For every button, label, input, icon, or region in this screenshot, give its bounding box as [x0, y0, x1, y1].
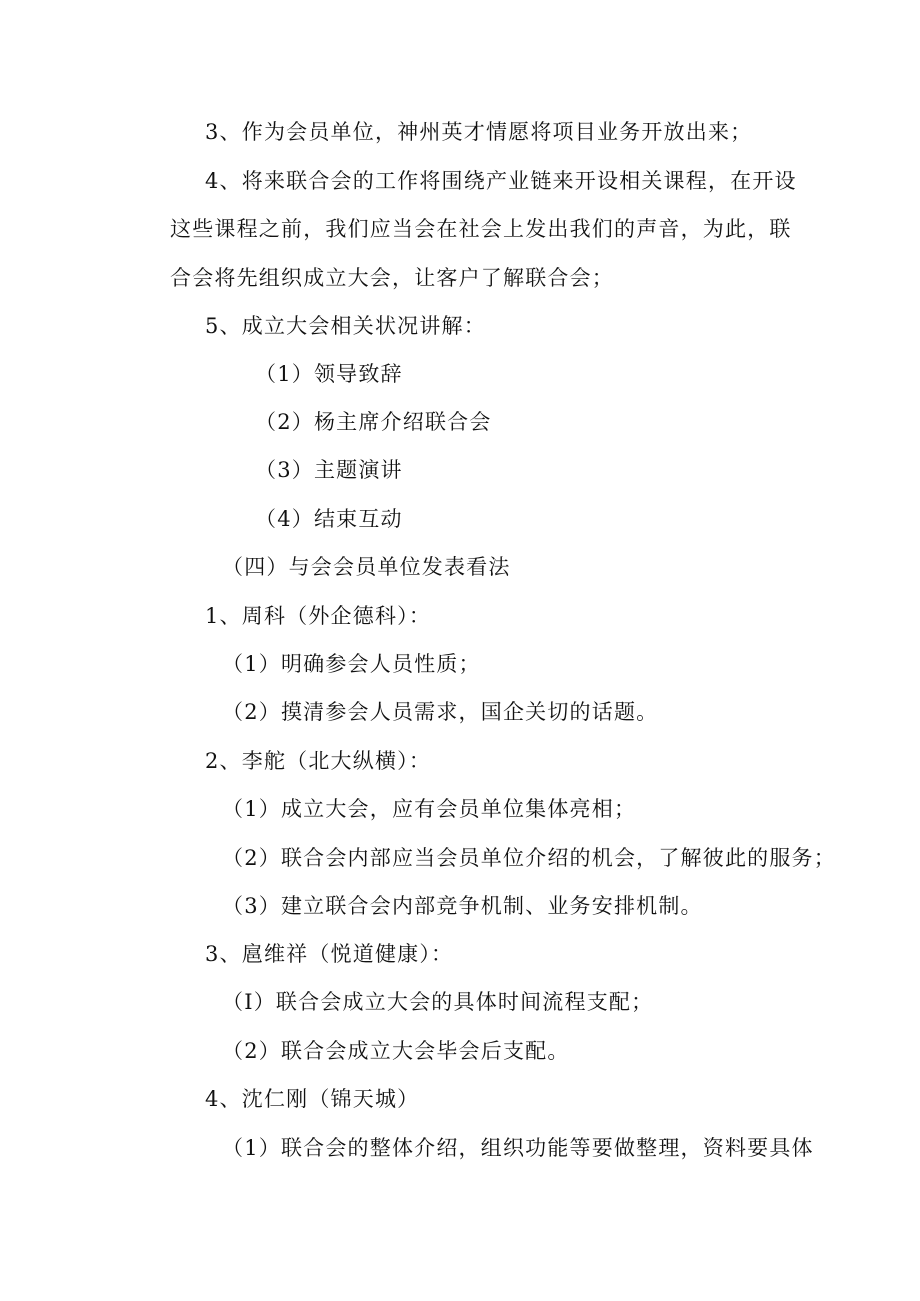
- paragraph-line: 3、作为会员单位，神州英才情愿将项目业务开放出来；: [205, 120, 753, 144]
- list-item: （3）建立联合会内部竞争机制、业务安排机制。: [222, 894, 703, 918]
- list-item: （2）杨主席介绍联合会: [255, 410, 492, 434]
- list-item: （1）联合会的整体介绍，组织功能等要做整理，资料要具体: [222, 1136, 814, 1160]
- list-item: （2）联合会内部应当会员单位介绍的机会，了解彼此的服务；: [222, 846, 836, 870]
- list-item: （1）领导致辞: [255, 362, 403, 386]
- speaker-heading: 4、沈仁刚（锦天城）: [205, 1087, 420, 1111]
- list-item: （1）成立大会，应有会员单位集体亮相；: [222, 797, 637, 821]
- speaker-heading: 3、扈维祥（悦道健康）：: [205, 942, 454, 966]
- paragraph-line: 这些课程之前，我们应当会在社会上发出我们的声音，为此，联: [170, 217, 792, 241]
- paragraph-line: 5、成立大会相关状况讲解：: [205, 314, 486, 338]
- list-item: （3）主题演讲: [255, 458, 403, 482]
- section-heading: （四）与会会员单位发表看法: [222, 555, 511, 579]
- list-item: （4）结束互动: [255, 507, 403, 531]
- list-item: （2）联合会成立大会毕会后支配。: [222, 1039, 570, 1063]
- list-item: （I）联合会成立大会的具体时间流程支配；: [222, 990, 654, 1014]
- paragraph-line: 4、将来联合会的工作将围绕产业链来开设相关课程，在开设: [205, 169, 797, 193]
- speaker-heading: 1、周科（外企德科）：: [205, 604, 432, 628]
- speaker-heading: 2、李舵（北大纵横）：: [205, 749, 432, 773]
- list-item: （2）摸清参会人员需求，国企关切的话题。: [222, 700, 659, 724]
- list-item: （1）明确参会人员性质；: [222, 652, 481, 676]
- paragraph-line: 合会将先组织成立大会，让客户了解联合会；: [170, 266, 614, 290]
